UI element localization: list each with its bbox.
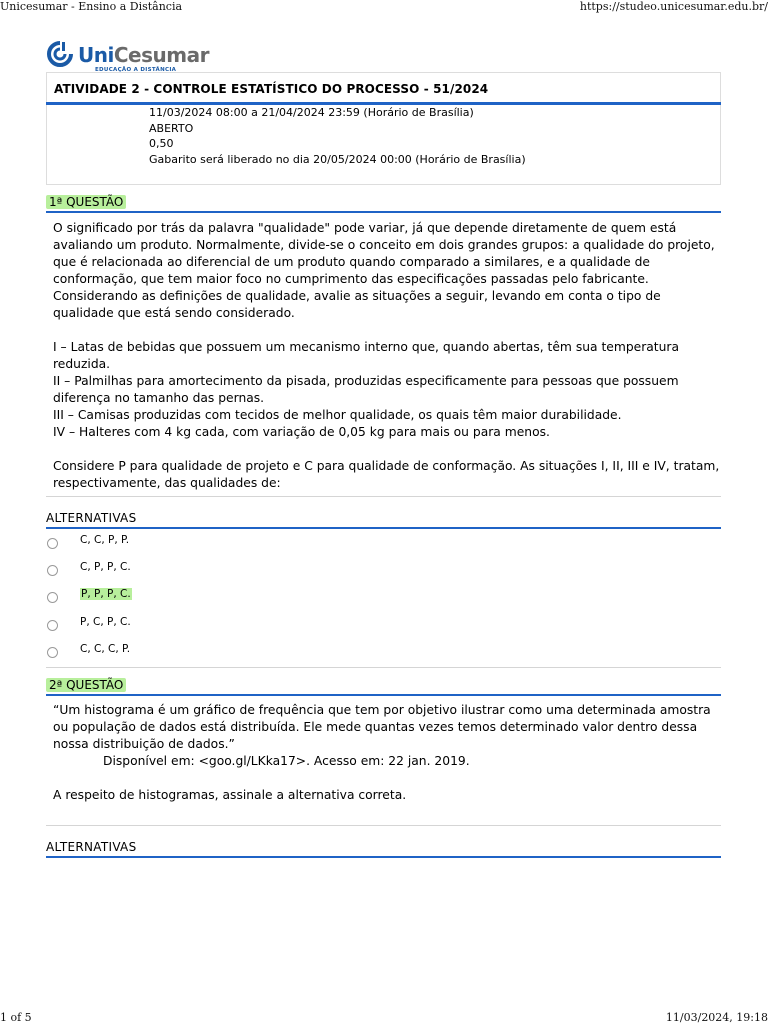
question-2-statement (53, 702, 721, 804)
question-2-prompt: A respeito de histogramas, assinale a alternativa correta. (53, 788, 407, 802)
unicesumar-logo-icon (45, 40, 75, 68)
page-counter: 1 of 5 (0, 1011, 32, 1024)
question-2-divider (46, 694, 721, 696)
activity-title-box (46, 72, 721, 104)
question-1-end-separator (46, 667, 721, 668)
print-header-title: Unicesumar - Ensino a Distância (0, 0, 183, 13)
radio-button[interactable] (47, 647, 58, 658)
question-1-item-4: IV – Halteres com 4 kg cada, com variação de 0,05 kg para mais ou para menos. (53, 425, 550, 439)
question-2-alternatives-title: ALTERNATIVAS (46, 840, 137, 854)
question-1-prompt: Considere P para qualidade de projeto e C para qualidade de conformação. As situações I, II, III e IV, tratam, respectivamente, das qualidades de: (53, 459, 720, 490)
question-1-alternative-a[interactable] (46, 534, 721, 558)
print-header-url: https://studeo.unicesumar.edu.br/ (579, 0, 768, 13)
question-1-divider (46, 211, 721, 213)
question-1-alternative-c[interactable] (46, 588, 721, 612)
logo-tagline: EDUCAÇÃO A DISTÂNCIA (95, 67, 177, 73)
print-footer (0, 1011, 768, 1025)
unicesumar-logo (45, 40, 209, 74)
radio-button[interactable] (47, 620, 58, 631)
question-1-item-2: II – Palmilhas para amortecimento da pisada, produzidas especificamente para pessoas que possuem diferença no tamanho das pernas. (53, 374, 679, 405)
alternative-text: P, C, P, C. (80, 616, 131, 628)
activity-info: 11/03/2024 08:00 a 21/04/2024 23:59 (Horário de Brasília) ABERTO 0,50 Gabarito será liberado no dia 20/05/2024 00:00 (Horário de Brasília) (46, 105, 721, 185)
alternatives-1-divider (46, 527, 721, 529)
alternative-text: C, P, P, C. (80, 561, 131, 573)
question-1-separator (46, 496, 721, 497)
question-2-source: Disponível em: <goo.gl/LKka17>. Acesso em: 22 jan. 2019. (103, 754, 470, 768)
question-2-header (46, 676, 721, 696)
question-1-header (46, 193, 721, 213)
logo-wordmark: UniCesumar (78, 43, 209, 67)
question-2-separator (46, 825, 721, 826)
question-1-label: 1ª QUESTÃO (46, 195, 126, 209)
question-1-statement (53, 220, 721, 492)
alternative-text-highlighted: P, P, P, C. (81, 588, 131, 600)
radio-button[interactable] (47, 565, 58, 576)
question-1-alternatives-title: ALTERNATIVAS (46, 511, 137, 525)
question-2-quote: “Um histograma é um gráfico de frequência que tem por objetivo ilustrar como uma determinada amostra ou população de dados está distribuída. Ele mede quantas vezes temos determinado valor dentro dessa nossa distribuição de dados.” (53, 703, 711, 751)
radio-button[interactable] (47, 592, 58, 603)
question-1-item-3: III – Camisas produzidas com tecidos de melhor qualidade, os quais têm maior durabilidade. (53, 408, 622, 422)
alternatives-2-divider (46, 856, 721, 858)
print-timestamp: 11/03/2024, 19:18 (665, 1011, 768, 1024)
question-1-alternative-d[interactable] (46, 616, 721, 640)
alternative-text: C, C, P, P. (80, 534, 130, 546)
question-1-alternative-b[interactable] (46, 561, 721, 585)
question-1-item-1: I – Latas de bebidas que possuem um mecanismo interno que, quando abertas, têm sua temperatura reduzida. (53, 340, 680, 371)
question-2-label: 2ª QUESTÃO (46, 678, 126, 692)
alternative-text: C, C, C, P. (80, 643, 131, 655)
print-header (0, 0, 768, 14)
question-1-intro: O significado por trás da palavra "qualidade" pode variar, já que depende diretamente de quem está avaliando um produto. Normalmente, divide-se o conceito em dois grandes grupos: a qualidade do projeto, que é relacionada ao diferencial de um produto quando comparado a similares, e a qualidade de conformação, que tem maior foco no cumprimento das especificações passadas pelo fabricante. Considerando as definições de qualidade, avalie as situações a seguir, levando em conta o tipo de qualidade que está sendo considerado. (53, 221, 715, 320)
activity-title: ATIVIDADE 2 - CONTROLE ESTATÍSTICO DO PROCESSO - 51/2024 (54, 82, 489, 96)
radio-button[interactable] (47, 538, 58, 549)
question-1-alternative-e[interactable] (46, 643, 721, 667)
